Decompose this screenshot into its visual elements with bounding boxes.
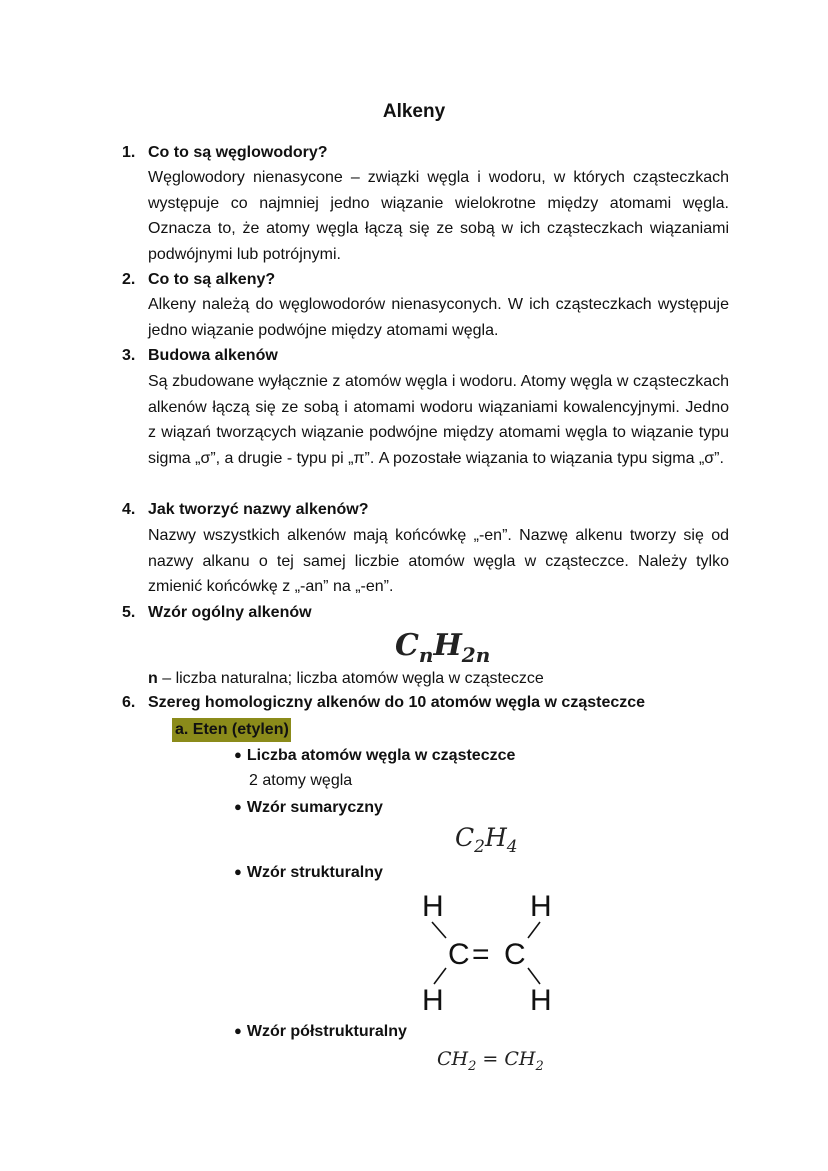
answer-3-text: Są zbudowane wyłącznie z atomów węgla i wodoru. Atomy węgla w cząsteczkach alkenów łączą się ze sobą i atomami wodoru wiązaniami kowalencyjnymi. Jedno z wiązań tworzących wiązanie podwójne między atomami węgla to wiązanie typu sigma „σ”, a drugie - typu pi „π”. A pozostałe wiązania to wiązania typu sigma „σ”. xyxy=(148,373,729,467)
page-title: Alkeny xyxy=(382,101,446,122)
bullet-summary-formula: ● Wzór sumaryczny xyxy=(234,799,383,816)
bullet-icon: ● xyxy=(234,864,242,879)
question-5-heading: 5. Wzór ogólny alkenów xyxy=(122,600,312,626)
bullet-icon: ● xyxy=(234,799,242,814)
question-1-heading: 1. Co to są węglowodory? xyxy=(122,140,328,166)
carbon-left: C xyxy=(448,938,470,971)
answer-2-text: Alkeny należą do węglowodorów nienasyconych. W ich cząsteczkach występuje jedno wiązanie podwójne między atomami węgla. xyxy=(148,296,729,339)
hydrogen-top-right: H xyxy=(530,890,552,923)
answer-1-text: Węglowodory nienasycone – związki węgla i wodoru, w których cząsteczkach występuje co najmniej jedno wiązanie wielokrotne między atomami węgla. Oznacza to, że atomy węgla łączą się ze sobą w ich cząsteczkach wiązaniami podwójnymi lub potrójnymi. xyxy=(148,169,729,263)
bond-line xyxy=(528,968,540,984)
n-definition: n – liczba naturalna; liczba atomów węgla w cząsteczce xyxy=(148,670,544,687)
question-number: 6. xyxy=(122,694,136,711)
question-number: 3. xyxy=(122,347,136,364)
bullet-icon: ● xyxy=(234,747,242,762)
question-4-heading: 4. Jak tworzyć nazwy alkenów? xyxy=(122,497,369,523)
subitem-eten-highlight: a. Eten (etylen) xyxy=(172,718,291,742)
carbon-right: C xyxy=(504,938,526,971)
bond-line xyxy=(528,922,540,938)
answer-4-text: Nazwy wszystkich alkenów mają końcówkę „-en”. Nazwę alkenu tworzy się od nazwy alkanu o tej samej liczbie atomów węgla w cząsteczce. Należy tylko zmienić końcówkę z „-an” na „-en”. xyxy=(148,527,729,595)
question-3-heading: 3. Budowa alkenów xyxy=(122,343,278,369)
general-formula: $C_nH_{2n}$ xyxy=(395,628,491,667)
bond-line xyxy=(432,922,446,938)
bullet-icon: ● xyxy=(234,1023,242,1038)
bond-line xyxy=(434,968,446,984)
question-number: 5. xyxy=(122,604,136,621)
bullet-structural-formula: ● Wzór strukturalny xyxy=(234,864,383,881)
question-number: 2. xyxy=(122,271,136,288)
carbon-count-value: 2 atomy węgla xyxy=(249,772,353,789)
question-2-heading: 2. Co to są alkeny? xyxy=(122,267,275,293)
semistructural-formula: $CH_2 = CH_2$ xyxy=(437,1048,544,1074)
hydrogen-bottom-left: H xyxy=(422,984,444,1017)
question-number: 4. xyxy=(122,501,136,518)
question-6-heading: 6. Szereg homologiczny alkenów do 10 atomów węgla w cząsteczce xyxy=(122,690,645,716)
hydrogen-top-left: H xyxy=(422,890,444,923)
hydrogen-bottom-right: H xyxy=(530,984,552,1017)
ethene-structural-diagram xyxy=(410,884,570,1019)
question-number: 1. xyxy=(122,144,136,161)
bullet-semistructural-formula: ● Wzór półstrukturalny xyxy=(234,1023,407,1040)
bullet-carbon-count: ● Liczba atomów węgla w cząsteczce xyxy=(234,747,516,764)
double-bond: = xyxy=(472,938,490,971)
summary-formula: $C_2H_4$ xyxy=(455,823,518,857)
